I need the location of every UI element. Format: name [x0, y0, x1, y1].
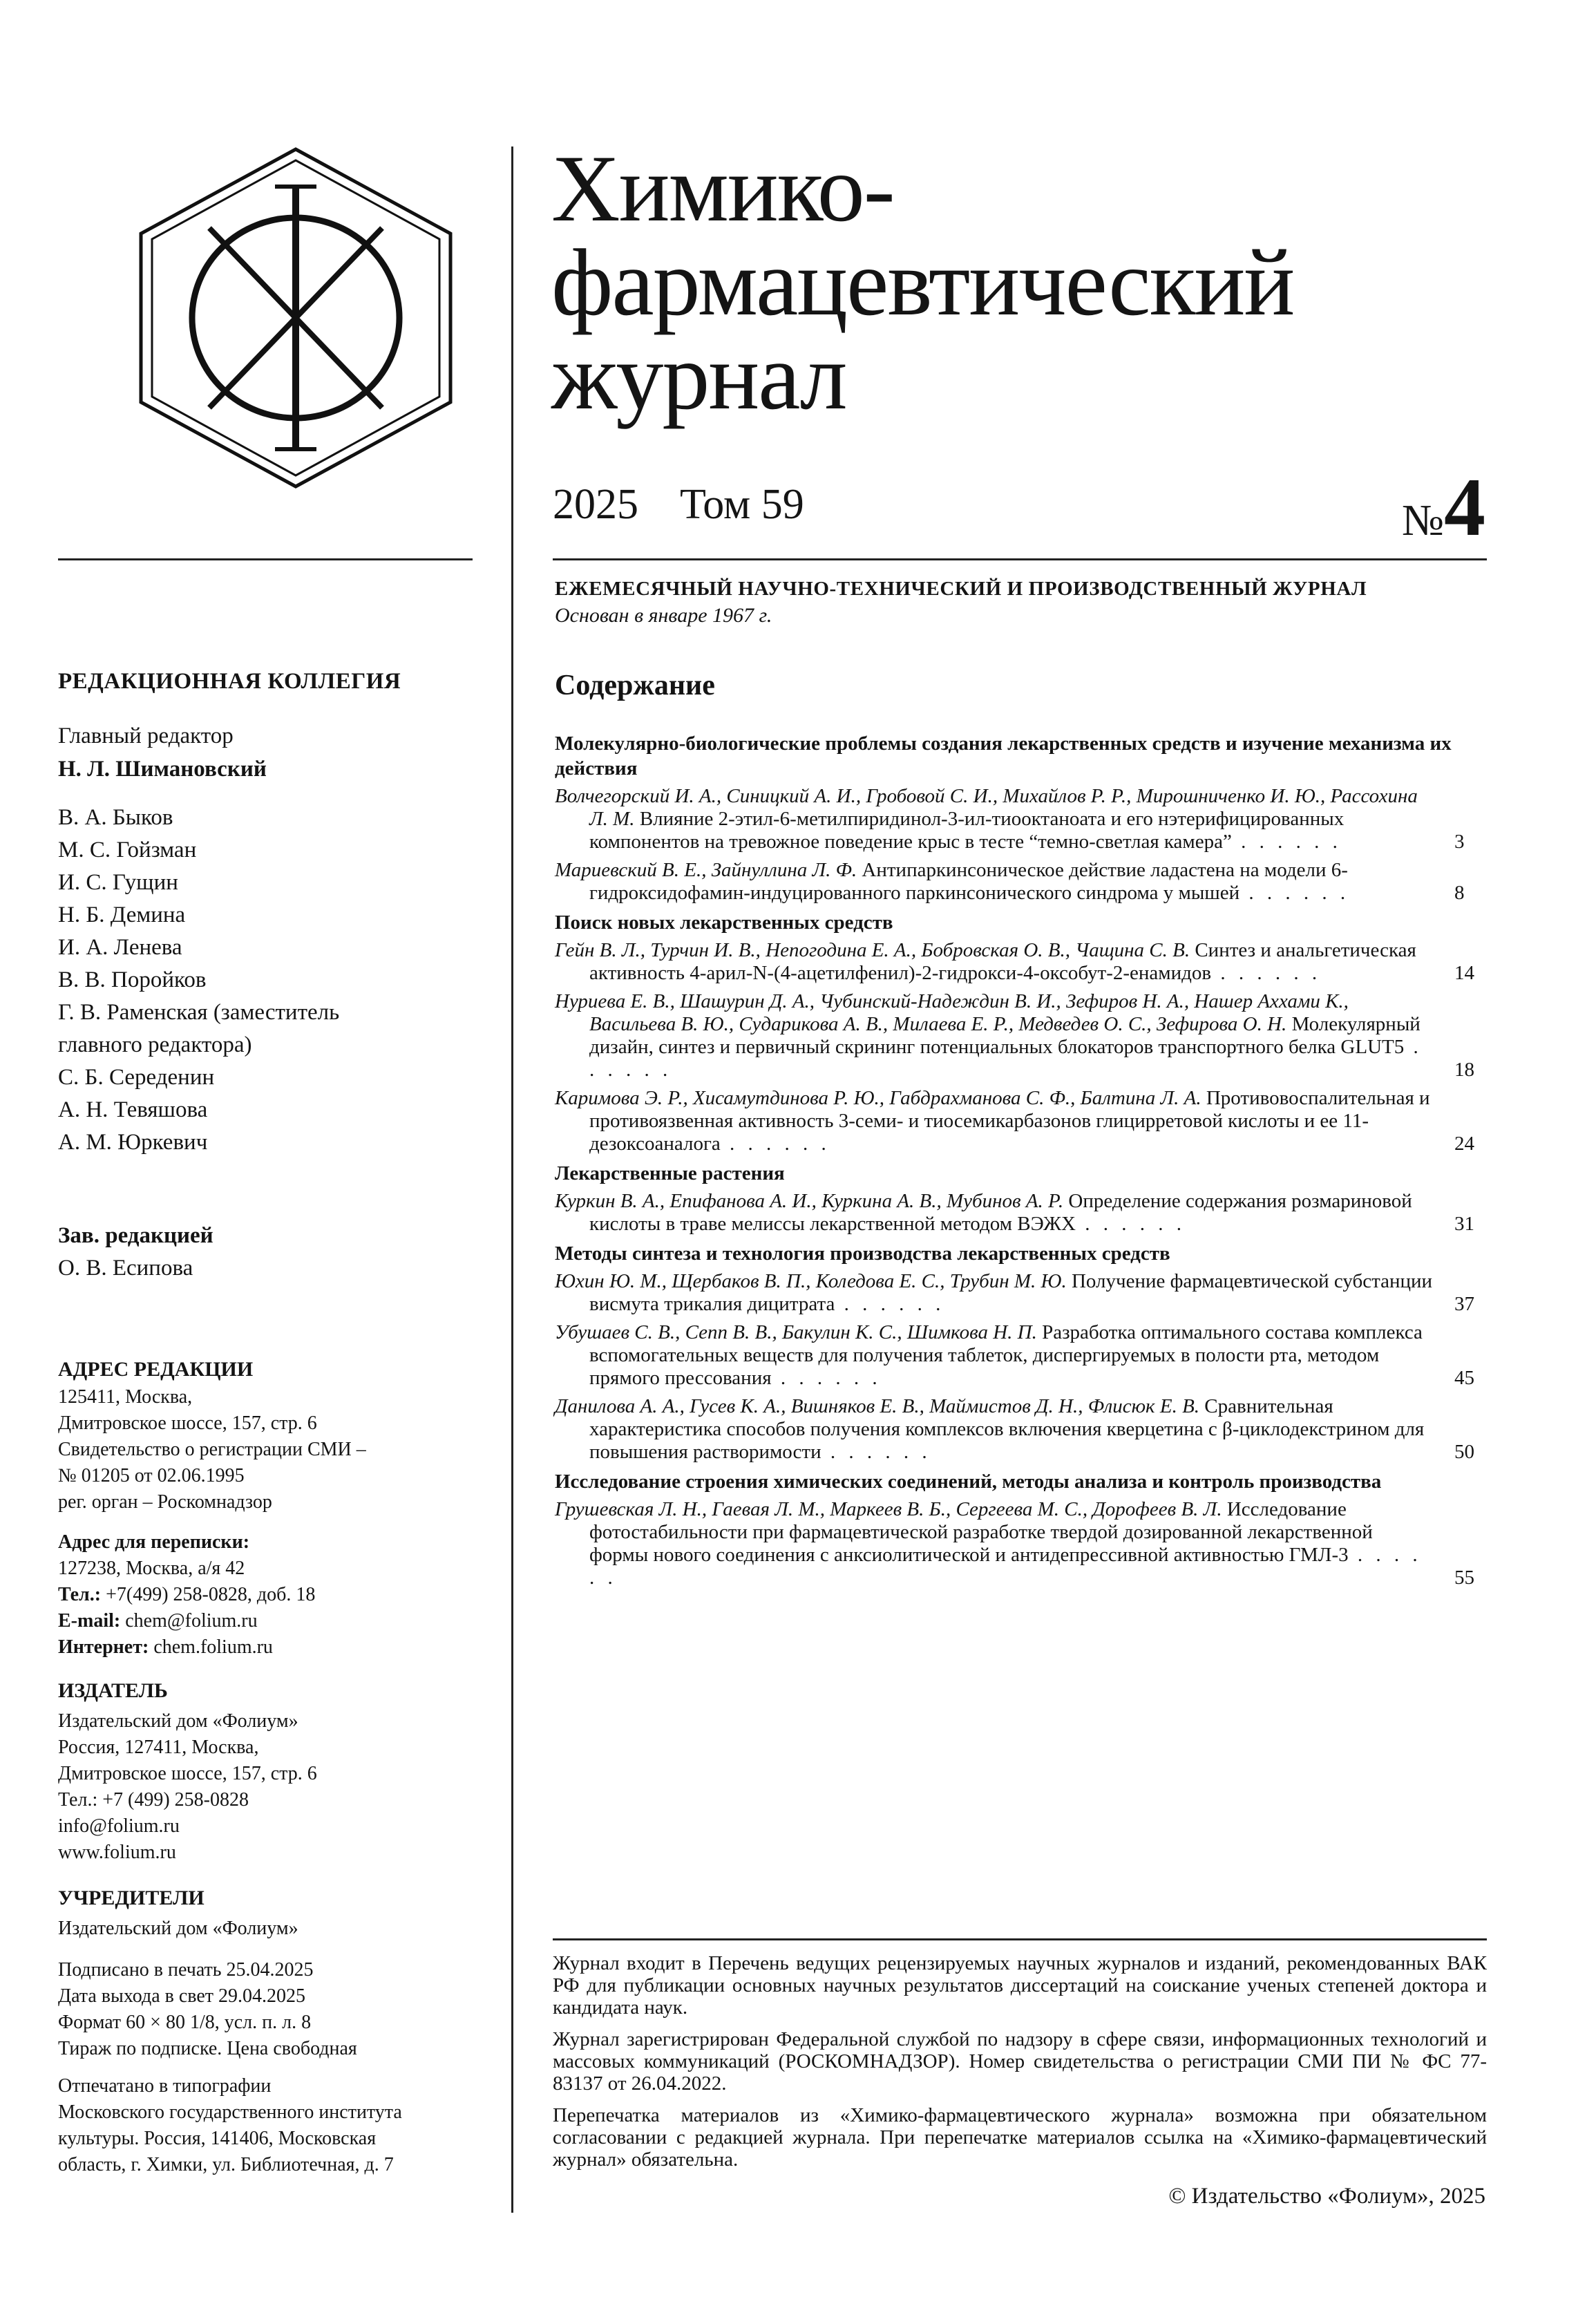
- publisher-line: Россия, 127411, Москва,: [58, 1737, 259, 1758]
- toc-entry-authors: Мариевский В. Е., Зайнуллина Л. Ф.: [555, 859, 857, 881]
- address-line: рег. орган – Роскомнадзор: [58, 1491, 272, 1513]
- note-paragraph: Журнал зарегистрирован Федеральной службой по надзору в сфере связи, информационных технологий и массовых коммуникаций (РОСКОМНАДЗОР). Номер свидетельства о регистрации СМИ ПИ № ФС 77-83137 от 26.04.2022.: [553, 2028, 1487, 2095]
- copyright: © Издательство «Фолиум», 2025: [1168, 2184, 1485, 2209]
- toc-entry-authors: Юхин Ю. М., Щербаков В. П., Коледова Е. С., Трубин М. Ю.: [555, 1270, 1067, 1292]
- journal-logo: [137, 145, 455, 491]
- address-line: № 01205 от 02.06.1995: [58, 1465, 245, 1486]
- board-member: А. Н. Тевяшова: [58, 1097, 208, 1122]
- founders-heading: УЧРЕДИТЕЛИ: [58, 1887, 205, 1909]
- toc-leader-dots: . . . . . .: [1075, 1213, 1186, 1235]
- title-line: фармацевтический: [551, 229, 1294, 335]
- left-divider: [58, 558, 473, 560]
- toc-entry-title: Антипаркинсоническое действие ладастена на модели 6-гидроксидофамин-индуцированного паркинсонического синдрома у мышей: [589, 859, 1348, 904]
- publisher-block: [58, 1708, 317, 1866]
- issue-digit: 4: [1444, 461, 1485, 553]
- board-member: В. А. Быков: [58, 805, 173, 830]
- board-member: главного редактора): [58, 1032, 252, 1057]
- web-address: chem.folium.ru: [153, 1636, 273, 1658]
- board-member: В. В. Поройков: [58, 967, 207, 992]
- contents-heading: Содержание: [555, 670, 715, 701]
- address-line: Дмитровское шоссе, 157, стр. 6: [58, 1412, 317, 1434]
- print-info-line: Подписано в печать 25.04.2025: [58, 1959, 314, 1981]
- address-heading: АДРЕС РЕДАКЦИИ: [58, 1358, 254, 1381]
- printing-line: культуры. Россия, 141406, Московская: [58, 2128, 377, 2149]
- title-line: Химико-: [551, 135, 894, 241]
- printing-house: [58, 2073, 402, 2178]
- board-member: С. Б. Середенин: [58, 1065, 215, 1090]
- toc-section-title: Исследование строения химических соединений, методы анализа и контроль производства: [555, 1471, 1382, 1493]
- toc-section-title: Молекулярно-биологические проблемы создания лекарственных средств и изучение механизма их действия: [555, 733, 1452, 779]
- mail-label: Адрес для переписки:: [58, 1531, 250, 1553]
- toc-entry-authors: Грушевская Л. Н., Гаевая Л. М., Маркеев В. Б., Сергеева М. С., Дорофеев В. Л.: [555, 1498, 1222, 1520]
- board-heading: РЕДАКЦИОННАЯ КОЛЛЕГИЯ: [58, 669, 401, 694]
- printing-line: область, г. Химки, ул. Библиотечная, д. 7: [58, 2154, 394, 2175]
- board-member: Н. Б. Демина: [58, 903, 186, 927]
- publisher-line: Издательский дом «Фолиум»: [58, 1710, 298, 1732]
- toc-section-title: Методы синтеза и технология производства лекарственных средств: [555, 1242, 1170, 1265]
- toc-leader-dots: . . . . . .: [1231, 831, 1342, 853]
- phone-number: +7(499) 258-0828, доб. 18: [106, 1584, 316, 1605]
- publisher-heading: ИЗДАТЕЛЬ: [58, 1679, 168, 1702]
- toc-entry-title: Разработка оптимального состава комплекса вспомогательных веществ для получения таблеток, диспергируемых в полости рта, методом прямого прессования: [589, 1321, 1423, 1389]
- masthead-divider: [553, 558, 1487, 560]
- board-member: М. С. Гойзман: [58, 838, 197, 862]
- office-head-label: Зав. редакцией: [58, 1223, 213, 1248]
- journal-subtitle: ЕЖЕМЕСЯЧНЫЙ НАУЧНО-ТЕХНИЧЕСКИЙ И ПРОИЗВОДСТВЕННЫЙ ЖУРНАЛ: [555, 578, 1367, 600]
- left-column: [58, 0, 473, 2315]
- address-line: 125411, Москва,: [58, 1386, 193, 1408]
- publisher-line: info@folium.ru: [58, 1815, 180, 1837]
- print-info-line: Формат 60 × 80 1/8, усл. п. л. 8: [58, 2012, 312, 2033]
- issue-prefix: №: [1401, 495, 1444, 545]
- toc-leader-dots: . . . . . .: [589, 1544, 1422, 1589]
- mail-address: 127238, Москва, а/я 42: [58, 1558, 245, 1579]
- phone-label: Тел.:: [58, 1584, 102, 1605]
- correspondence-block: [58, 1529, 315, 1661]
- print-info-line: Тираж по подписке. Цена свободная: [58, 2038, 357, 2059]
- issue-number: [1402, 460, 1485, 555]
- print-info-line: Дата выхода в свет 29.04.2025: [58, 1985, 306, 2007]
- board-member: И. А. Ленева: [58, 935, 182, 960]
- toc-entry[interactable]: Убушаев С. В., Сепп В. В., Бакулин К. С., Шимкова Н. П. Разработка оптимального состава комплекса вспомогательных веществ для получения таблеток, диспергируемых в полости рта, методом прямого прессования . . . . . . 45: [555, 1321, 1474, 1389]
- toc-entry[interactable]: Нуриева Е. В., Шашурин Д. А., Чубинский-Надеждин В. И., Зефиров Н. А., Нашер Аххами К., Васильева В. Ю., Сударикова А. В., Милаева Е. Р., Медведев О. С., Зефирова О. Н. Молекулярный дизайн, синтез и первичный скрининг потенциальных блокаторов транспортного белка GLUT5 . . . . . . 18: [555, 990, 1474, 1081]
- toc-entry[interactable]: Юхин Ю. М., Щербаков В. П., Коледова Е. С., Трубин М. Ю. Получение фармацевтической субстанции висмута трикалия дицитрата . . . . . . 37: [555, 1270, 1474, 1315]
- toc-entry-title: Определение содержания розмариновой кислоты в траве мелиссы лекарственной методом ВЭЖХ: [589, 1190, 1412, 1235]
- toc-leader-dots: . . . . . .: [821, 1441, 931, 1463]
- toc-entry[interactable]: Грушевская Л. Н., Гаевая Л. М., Маркеев В. Б., Сергеева М. С., Дорофеев В. Л. Исследование фотостабильности при фармацевтической разработке твердой дозированной лекарственной формы нового соединения с анксиолитической и антидепрессивной активностью ГМЛ-3 . . . . . . 55: [555, 1498, 1474, 1589]
- toc-entry-authors: Убушаев С. В., Сепп В. В., Бакулин К. С., Шимкова Н. П.: [555, 1321, 1037, 1343]
- print-info: [58, 1957, 357, 2062]
- journal-notes: [553, 1952, 1487, 2180]
- board-member: А. М. Юркевич: [58, 1130, 208, 1155]
- office-head-name: О. В. Есипова: [58, 1256, 193, 1281]
- toc-entry[interactable]: Куркин В. А., Епифанова А. И., Куркина А. В., Мубинов А. Р. Определение содержания розмариновой кислоты в траве мелиссы лекарственной методом ВЭЖХ . . . . . . 31: [555, 1190, 1474, 1235]
- toc-entry-authors: Данилова А. А., Гусев К. А., Вишняков Е. В., Маймистов Д. Н., Флисюк Е. В.: [555, 1395, 1200, 1417]
- toc-entry-title: Получение фармацевтической субстанции висмута трикалия дицитрата: [589, 1270, 1433, 1315]
- volume: Том 59: [680, 481, 804, 528]
- printing-line: Отпечатано в типографии: [58, 2075, 272, 2097]
- toc-section-title: Поиск новых лекарственных средств: [555, 911, 893, 934]
- publisher-line: www.folium.ru: [58, 1842, 176, 1863]
- web-label: Интернет:: [58, 1636, 149, 1658]
- toc-entry-title: Влияние 2-этил-6-метилпиридинол-3-ил-тиооктаноата и его нэтерифицированных компонентов на тревожное поведение крыс в тесте “темно-светлая камера”: [589, 808, 1345, 853]
- notes-divider: [553, 1938, 1487, 1940]
- year-volume: [553, 480, 846, 529]
- toc-entry-title: Сравнительная характеристика способов получения комплексов включения кверцетина с β-циклодекстрином для повышения растворимости: [589, 1395, 1425, 1463]
- column-divider: [511, 147, 513, 2213]
- year: 2025: [553, 481, 638, 528]
- toc-leader-dots: . . . . . .: [589, 1036, 1423, 1081]
- board-members: [58, 802, 339, 1159]
- toc-entry[interactable]: Мариевский В. Е., Зайнуллина Л. Ф. Антипаркинсоническое действие ладастена на модели 6-гидроксидофамин-индуцированного паркинсонического синдрома у мышей . . . . . . 8: [555, 859, 1465, 904]
- board-member: Г. В. Раменская (заместитель: [58, 1000, 340, 1025]
- address-line: Свидетельство о регистрации СМИ –: [58, 1439, 366, 1460]
- toc-entry[interactable]: Гейн В. Л., Турчин И. В., Непогодина Е. А., Бобровская О. В., Чащина С. В. Синтез и анальгетическая активность 4-арил-N-(4-ацетилфенил)-2-гидрокси-4-оксобут-2-енамидов . . . . . . 14: [555, 939, 1474, 984]
- toc-leader-dots: . . . . . .: [720, 1133, 830, 1155]
- note-paragraph: Журнал входит в Перечень ведущих рецензируемых научных журналов и изданий, рекомендованных ВАК РФ для публикации основных научных результатов диссертаций на соискание ученых степеней доктора и кандидата наук.: [553, 1952, 1487, 2019]
- toc-entry[interactable]: Каримова Э. Р., Хисамутдинова Р. Ю., Габдрахманова С. Ф., Балтина Л. А. Противовоспалительная и противоязвенная активность 3-семи- и тиосемикарбазонов глицирретовой кислоты и ее 11-дезоксоаналога . . . . . . 24: [555, 1087, 1474, 1155]
- toc-leader-dots: . . . . . .: [1239, 882, 1350, 904]
- email-label: E-mail:: [58, 1610, 121, 1632]
- toc-entry[interactable]: Волчегорский И. А., Синицкий А. И., Гробовой С. И., Михайлов Р. Р., Мирошниченко И. Ю., Рассохина Л. М. Влияние 2-этил-6-метилпиридинол-3-ил-тиооктаноата и его нэтерифицированных компонентов на тревожное поведение крыс в тесте “темно-светлая камера” . . . . . . 3: [555, 785, 1465, 853]
- chief-name: Н. Л. Шимановский: [58, 757, 267, 782]
- founded-note: Основан в январе 1967 г.: [555, 604, 772, 627]
- toc-entry-title: Противовоспалительная и противоязвенная активность 3-семи- и тиосемикарбазонов глицирретовой кислоты и ее 11-дезоксоаналога: [589, 1087, 1430, 1155]
- email-address: chem@folium.ru: [125, 1610, 258, 1632]
- toc-entry-title: Синтез и анальгетическая активность 4-арил-N-(4-ацетилфенил)-2-гидрокси-4-оксобут-2-енамидов: [589, 939, 1416, 984]
- toc-leader-dots: . . . . . .: [1211, 962, 1322, 984]
- toc-leader-dots: . . . . . .: [771, 1367, 882, 1389]
- printing-line: Московского государственного института: [58, 2101, 402, 2123]
- toc-entry-authors: Куркин В. А., Епифанова А. И., Куркина А. В., Мубинов А. Р.: [555, 1190, 1064, 1212]
- address-block: [58, 1384, 366, 1515]
- table-of-contents: [555, 726, 1489, 1595]
- toc-leader-dots: . . . . . .: [835, 1293, 945, 1315]
- toc-entry-authors: Нуриева Е. В., Шашурин Д. А., Чубинский-Надеждин В. И., Зефиров Н. А., Нашер Аххами К., Васильева В. Ю., Сударикова А. В., Милаева Е. Р., Медведев О. С., Зефирова О. Н.: [555, 990, 1349, 1035]
- toc-entry-title: Молекулярный дизайн, синтез и первичный скрининг потенциальных блокаторов транспортного белка GLUT5: [589, 1013, 1421, 1058]
- toc-section-title: Лекарственные растения: [555, 1162, 785, 1184]
- journal-title: [551, 135, 1294, 429]
- note-paragraph: Перепечатка материалов из «Химико-фармацевтического журнала» возможна при обязательном согласовании с редакцией журнала. При перепечатке материалов ссылка на «Химико-фармацевтический журнал» обязательна.: [553, 2104, 1487, 2171]
- toc-entry[interactable]: Данилова А. А., Гусев К. А., Вишняков Е. В., Маймистов Д. Н., Флисюк Е. В. Сравнительная характеристика способов получения комплексов включения кверцетина с β-циклодекстрином для повышения растворимости . . . . . . 50: [555, 1395, 1474, 1463]
- publisher-line: Дмитровское шоссе, 157, стр. 6: [58, 1763, 317, 1784]
- toc-entry-title: Исследование фотостабильности при фармацевтической разработке твердой дозированной лекарственной формы нового соединения с анксиолитической и антидепрессивной активностью ГМЛ-3: [589, 1498, 1373, 1566]
- toc-entry-authors: Гейн В. Л., Турчин И. В., Непогодина Е. А., Бобровская О. В., Чащина С. В.: [555, 939, 1190, 961]
- founders-line: Издательский дом «Фолиум»: [58, 1918, 298, 1939]
- chief-label: Главный редактор: [58, 724, 234, 748]
- toc-entry-authors: Каримова Э. Р., Хисамутдинова Р. Ю., Габдрахманова С. Ф., Балтина Л. А.: [555, 1087, 1201, 1109]
- toc-entry-authors: Волчегорский И. А., Синицкий А. И., Гробовой С. И., Михайлов Р. Р., Мирошниченко И. Ю., Рассохина Л. М.: [555, 785, 1418, 830]
- title-line: журнал: [551, 323, 846, 429]
- board-member: И. С. Гущин: [58, 870, 178, 895]
- publisher-line: Тел.: +7 (499) 258-0828: [58, 1789, 249, 1811]
